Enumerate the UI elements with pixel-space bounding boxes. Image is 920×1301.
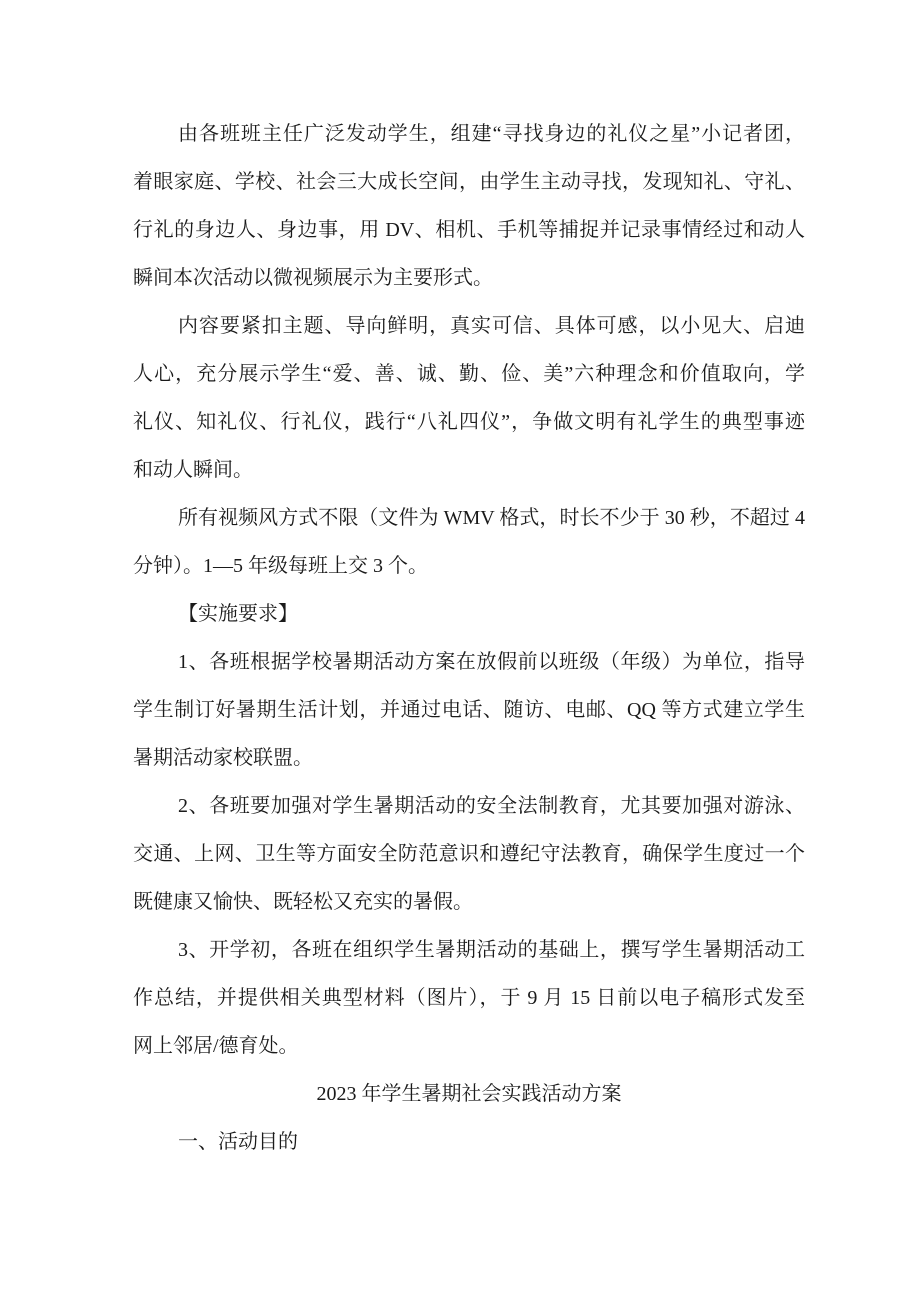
body-paragraph	[133, 302, 805, 494]
text-line: 既健康又愉快、既轻松又充实的暑假。	[133, 891, 473, 913]
body-paragraph	[133, 494, 805, 590]
section-label	[133, 590, 805, 638]
document-body	[133, 110, 805, 1166]
text-line: 内容要紧扣主题、导向鲜明，真实可信、具体可感，以小见大、启迪	[178, 315, 805, 337]
text-line: 暑期活动家校联盟。	[133, 747, 313, 769]
text-line: 作总结，并提供相关典型材料（图片），于 9 月 15 日前以电子稿形式发至	[133, 987, 805, 1009]
body-paragraph	[133, 110, 805, 302]
section-heading	[133, 1118, 805, 1166]
text-line: 和动人瞬间。	[133, 459, 253, 481]
numbered-item	[133, 782, 805, 926]
text-line: 分钟）。1—5 年级每班上交 3 个。	[133, 555, 428, 577]
text-line: 3、开学初，各班在组织学生暑期活动的基础上，撰写学生暑期活动工	[178, 939, 805, 961]
text-line: 瞬间本次活动以微视频展示为主要形式。	[133, 267, 493, 289]
text-line: 礼仪、知礼仪、行礼仪，践行“八礼四仪”，争做文明有礼学生的典型事迹	[133, 411, 805, 433]
numbered-item	[133, 638, 805, 782]
text-line: 着眼家庭、学校、社会三大成长空间，由学生主动寻找，发现知礼、守礼、	[133, 171, 805, 193]
text-line: 由各班班主任广泛发动学生，组建“寻找身边的礼仪之星”小记者团，	[178, 123, 805, 145]
text-line: 行礼的身边人、身边事，用 DV、相机、手机等捕捉并记录事情经过和动人	[133, 219, 805, 241]
text-line: 交通、上网、卫生等方面安全防范意识和遵纪守法教育，确保学生度过一个	[133, 843, 805, 865]
text-line: 【实施要求】	[178, 603, 298, 625]
text-line: 一、活动目的	[178, 1131, 298, 1153]
numbered-item	[133, 926, 805, 1070]
document-title	[133, 1070, 805, 1118]
text-line: 2、各班要加强对学生暑期活动的安全法制教育，尤其要加强对游泳、	[178, 795, 805, 817]
text-line: 2023 年学生暑期社会实践活动方案	[316, 1083, 622, 1105]
text-line: 所有视频风方式不限（文件为 WMV 格式，时长不少于 30 秒，不超过 4	[178, 507, 805, 529]
text-line: 网上邻居/德育处。	[133, 1035, 299, 1057]
text-line: 学生制订好暑期生活计划，并通过电话、随访、电邮、QQ 等方式建立学生	[133, 699, 805, 721]
text-line: 人心，充分展示学生“爱、善、诚、勤、俭、美”六种理念和价值取向，学	[133, 363, 805, 385]
text-line: 1、各班根据学校暑期活动方案在放假前以班级（年级）为单位，指导	[178, 651, 805, 673]
